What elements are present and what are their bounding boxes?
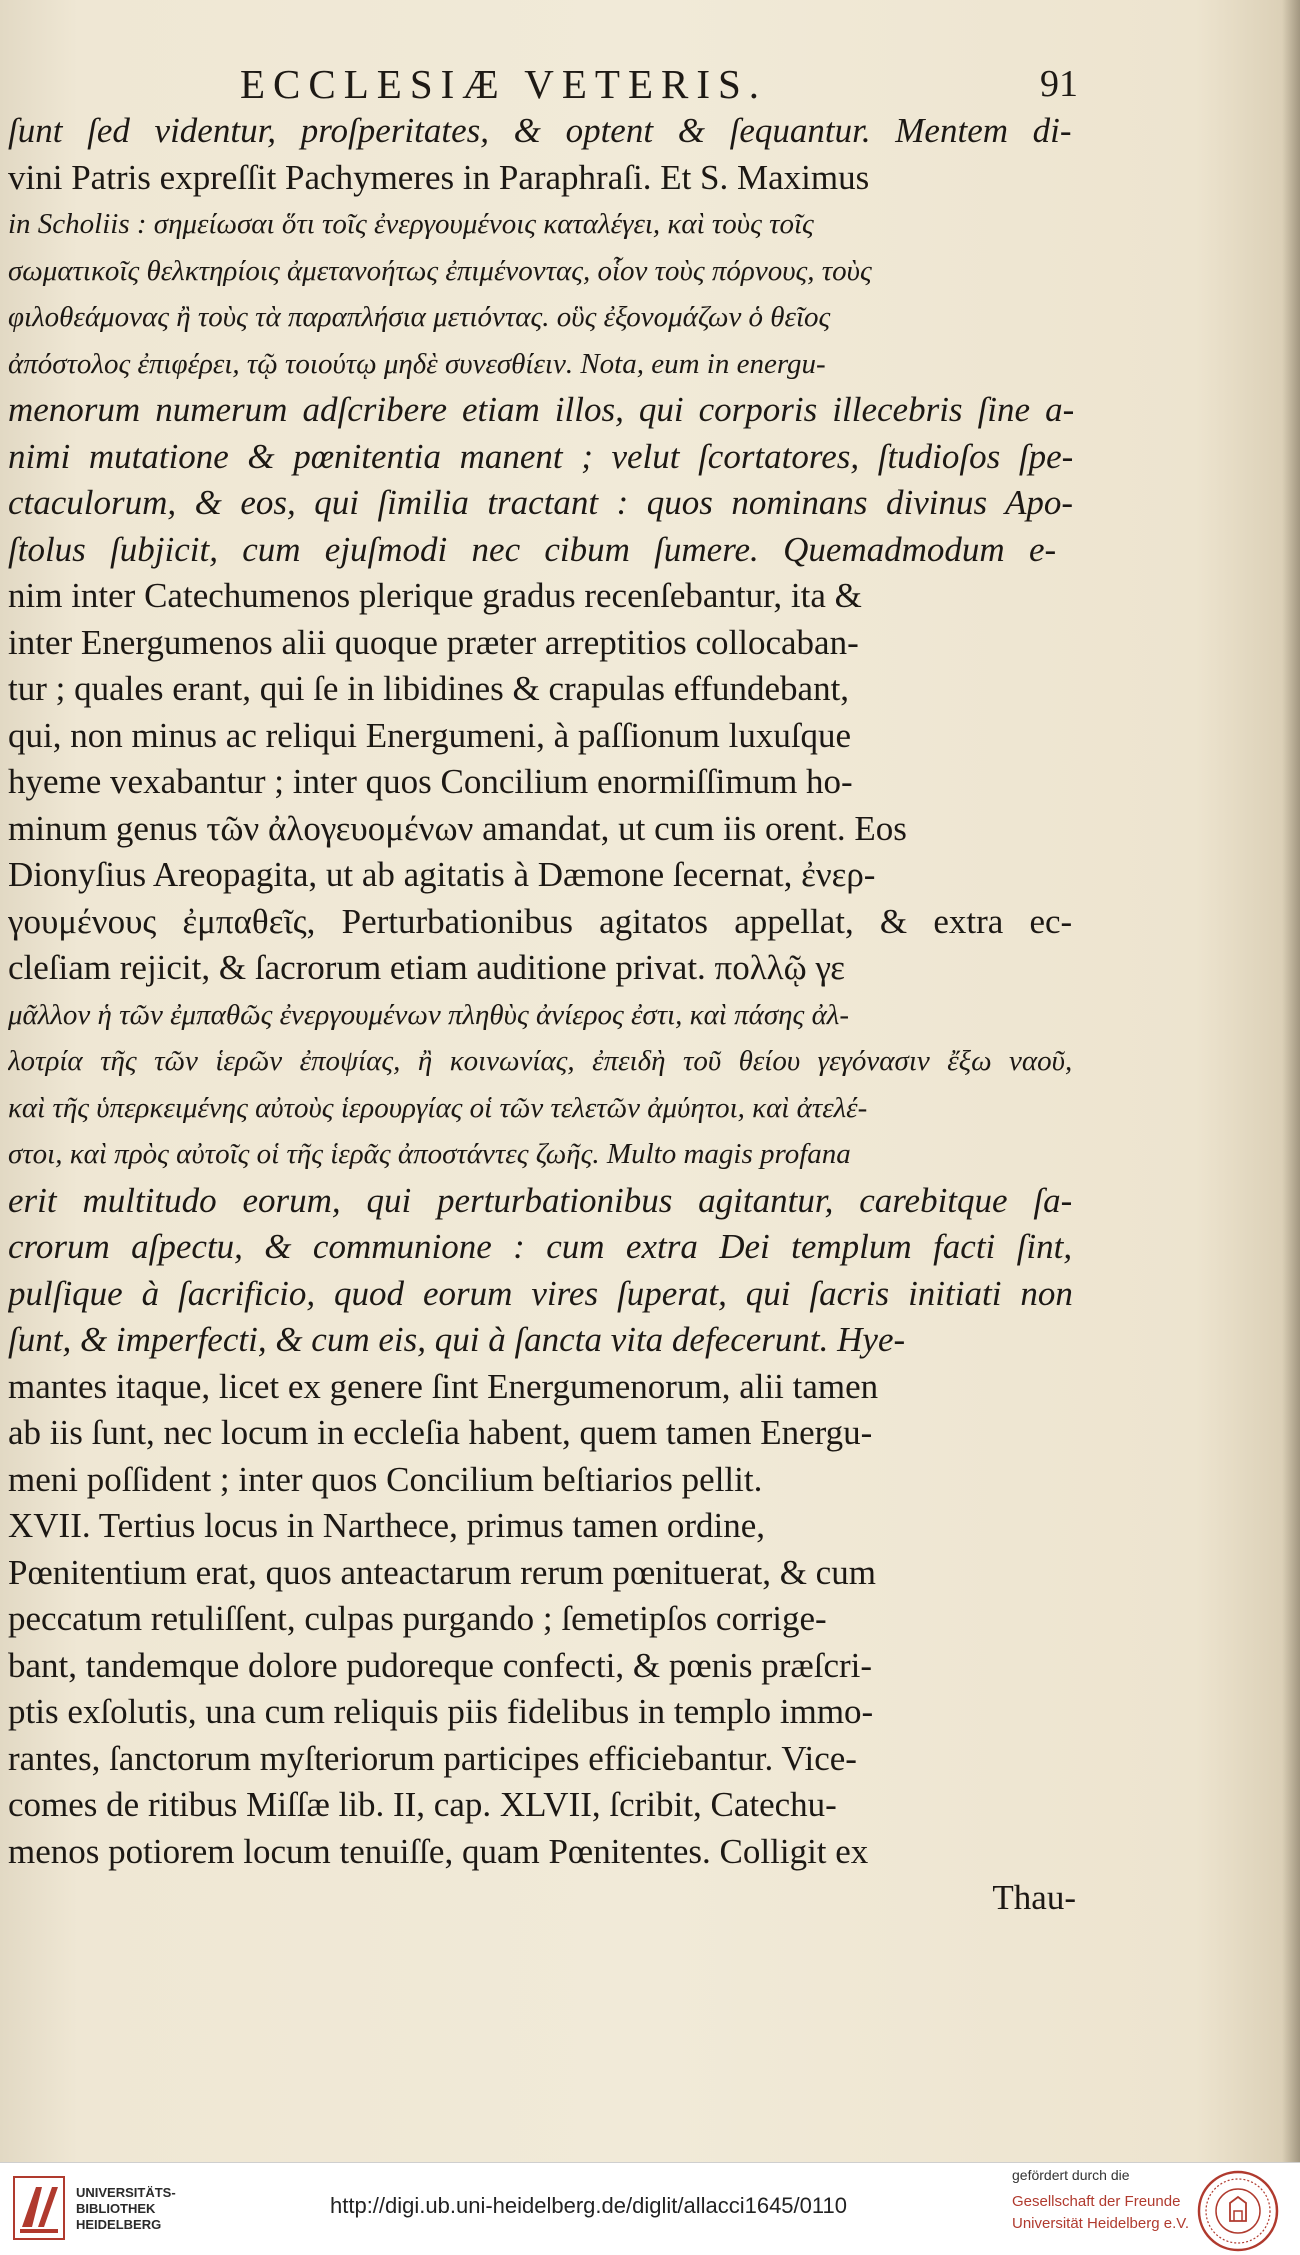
text-line: nimi mutatione & pœnitentia manent ; velut ſcortatores, ſtudioſos ſpe-	[8, 436, 1074, 476]
text-line: inter Energumenos alii quoque præter arreptitios collocaban-	[8, 622, 859, 662]
library-name-line: BIBLIOTHEK	[76, 2201, 156, 2216]
text-line: στοι, καὶ πρὸς αὐτοῖς οἱ τῆς ἱερᾶς ἀποστάντες ζωῆς. Multo magis profana	[8, 1138, 851, 1170]
university-seal-icon	[1196, 2169, 1280, 2253]
text-line: XVII. Tertius locus in Narthece, primus tamen ordine,	[8, 1506, 765, 1545]
text-line: in Scholiis : σημείωσαι ὅτι τοῖς ἐνεργουμένοις καταλέγει, καὶ τοὺς τοῖς	[8, 208, 814, 240]
text-line: crorum aſpectu, & communione : cum extra Dei templum facti ſint,	[8, 1227, 1073, 1266]
running-head: ECCLESIÆ VETERIS.	[240, 61, 768, 107]
text-line: cleſiam rejicit, & ſacrorum etiam auditione privat. πολλῷ γε	[8, 948, 846, 987]
text-line: erit multitudo eorum, qui perturbationibus agitantur, carebitque ſa-	[8, 1180, 1073, 1220]
text-line: comes de ritibus Miſſæ lib. II, cap. XLVII, ſcribit, Catechu-	[8, 1785, 837, 1824]
library-logo-icon	[12, 2175, 66, 2241]
text-line: μᾶλλον ἡ τῶν ἐμπαθῶς ἐνεργουμένων πληθὺς ἀνίερος ἐστι, καὶ πάσης ἀλ-	[8, 998, 850, 1031]
text-line: καὶ τῆς ὑπερκειμένης αὐτοὺς ἱερουργίας οἱ τῶν τελετῶν ἀμύητοι, καὶ ἀτελέ-	[8, 1091, 868, 1124]
text-line: meni poſſident ; inter quos Concilium beſtiarios pellit.	[8, 1459, 763, 1499]
page-edge-shadow	[1282, 0, 1300, 2162]
text-line: Pœnitentium erat, quos anteactarum rerum pœnituerat, & cum	[8, 1552, 876, 1592]
viewer-footer	[0, 2162, 1300, 2255]
text-line: tur ; quales erant, qui ſe in libidines & crapulas effundebant,	[8, 669, 850, 708]
sponsor-name-line: Universität Heidelberg e.V.	[1012, 2215, 1190, 2232]
text-line: ſunt, & imperfecti, & cum eis, qui à ſancta vita defecerunt. Hye-	[8, 1320, 906, 1359]
text-line: menos potiorem locum tenuiſſe, quam Pœnitentes. Colligit ex	[8, 1831, 869, 1871]
text-line: menorum numerum adſcribere etiam illos, qui corporis illecebris ſine a-	[8, 390, 1075, 429]
text-line: vini Patris expreſſit Pachymeres in Paraphraſi. Et S. Maximus	[8, 157, 870, 197]
text-line: λοτρία τῆς τῶν ἱερῶν ἐποψίας, ἢ κοινωνίας, ἐπειδὴ τοῦ θείου γεγόνασιν ἔξω ναοῦ,	[8, 1045, 1073, 1077]
sponsor-name-line: Gesellschaft der Freunde	[1012, 2193, 1181, 2210]
text-line: Thau-	[992, 1878, 1076, 1917]
permalink-url[interactable]: http://digi.ub.uni-heidelberg.de/diglit/allacci1645/0110	[330, 2193, 847, 2218]
text-line: ptis exſolutis, una cum reliquis piis fidelibus in templo immo-	[8, 1692, 874, 1731]
text-line: hyeme vexabantur ; inter quos Concilium enormiſſimum ho-	[8, 762, 853, 801]
library-name-line: UNIVERSITÄTS-	[76, 2185, 176, 2200]
text-line: bant, tandemque dolore pudoreque confecti, & pœnis præſcri-	[8, 1645, 873, 1685]
text-line: γουμένους ἐμπαθεῖς, Perturbationibus agitatos appellat, & extra ec-	[8, 901, 1073, 941]
text-line: ctaculorum, & eos, qui ſimilia tractant : quos nominans divinus Apo-	[8, 483, 1073, 522]
text-line: σωματικοῖς θελκτηρίοις ἀμετανοήτως ἐπιμένοντας, οἷον τοὺς πόρνους, τοὺς	[8, 254, 872, 287]
text-line: rantes, ſanctorum myſteriorum participes efficiebantur. Vice-	[8, 1738, 857, 1778]
text-line: ἀπόστολος ἐπιφέρει, τῷ τοιούτῳ μηδὲ συνεσθίειν. Nota, eum in energu-	[8, 347, 826, 380]
text-line: ſunt ſed videntur, proſperitates, & optent & ſequantur. Mentem di-	[8, 111, 1072, 150]
text-line: φιλοθεάμονας ἢ τοὺς τὰ παραπλήσια μετιόντας. οὓς ἐξονομάζων ὁ θεῖος	[8, 301, 831, 333]
text-line: Dionyſius Areopagita, ut ab agitatis à Dæmone ſecernat, ἐνερ-	[8, 855, 876, 894]
page-number: 91	[1040, 63, 1078, 105]
text-line: qui, non minus ac reliqui Energumeni, à paſſionum luxuſque	[8, 715, 852, 755]
text-block	[8, 108, 1076, 1922]
sponsor-note: gefördert durch die	[1012, 2167, 1130, 2183]
text-line: mantes itaque, licet ex genere ſint Energumenorum, alii tamen	[8, 1366, 879, 1406]
text-line: ab iis ſunt, nec locum in eccleſia habent, quem tamen Energu-	[8, 1413, 873, 1452]
text-line: pulſique à ſacrificio, quod eorum vires ſuperat, qui ſacris initiati non	[8, 1273, 1073, 1313]
text-line: nim inter Catechumenos plerique gradus recenſebantur, ita &	[8, 576, 862, 615]
library-name-line: HEIDELBERG	[76, 2217, 162, 2232]
text-line: ſtolus ſubjicit, cum ejuſmodi nec cibum ſumere. Quemadmodum e-	[8, 529, 1057, 569]
text-line: minum genus τῶν ἀλογευομένων amandat, ut cum iis orent. Eos	[8, 808, 907, 848]
library-name	[76, 2185, 176, 2233]
text-line: peccatum retuliſſent, culpas purgando ; ſemetipſos corrige-	[8, 1599, 827, 1638]
